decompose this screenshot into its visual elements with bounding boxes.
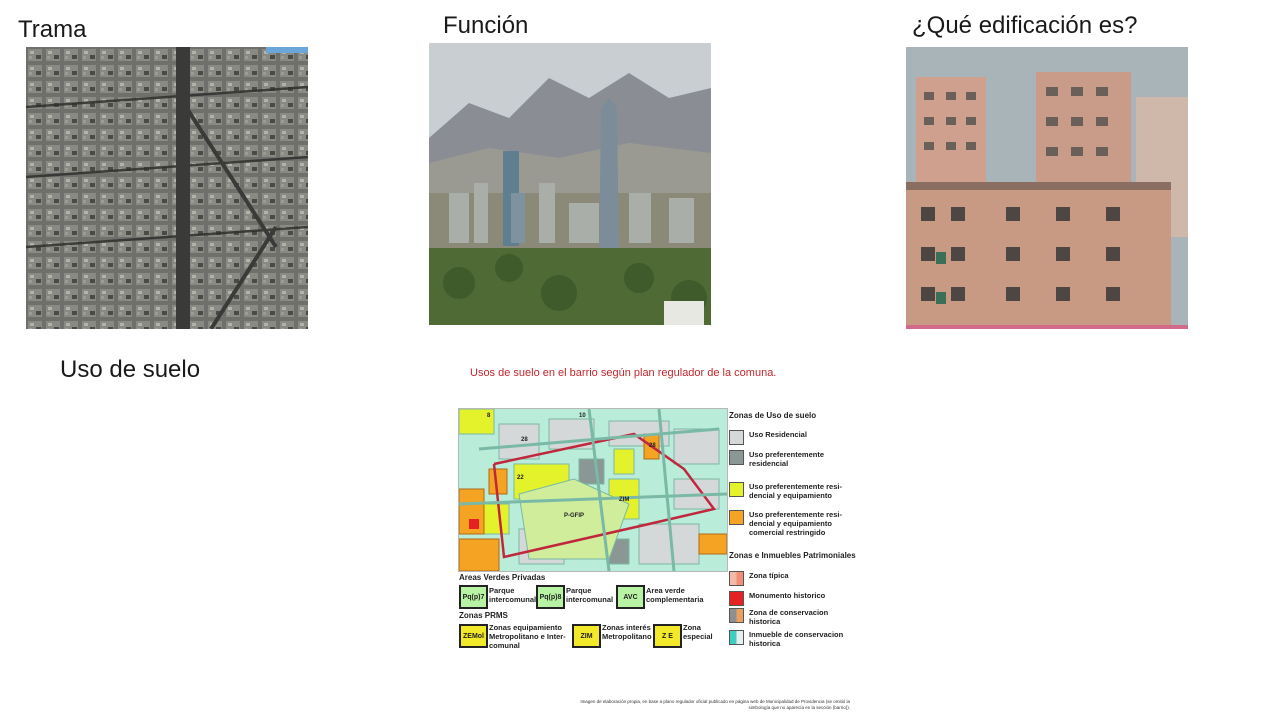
zone-code-zim: ZIM	[572, 624, 601, 648]
heading-trama: Trama	[18, 16, 87, 43]
swatch-residencial	[729, 430, 744, 445]
land-use-map-title: Usos de suelo en el barrio según plan regulador de la comuna.	[470, 367, 777, 379]
land-use-map	[458, 408, 728, 572]
zone-label: Parque intercomunal	[489, 586, 537, 604]
map-label: 28	[521, 437, 528, 443]
swatch-inmueble	[729, 630, 744, 645]
legend-item: Uso preferentemente resi- dencial y equipamiento	[729, 482, 849, 500]
zone-label: Zonas equipamiento Metropolitano e Inter- comunal	[489, 623, 566, 650]
zone-label: Area verde complementaria	[646, 586, 704, 604]
legend-item: Uso preferentemente resi- dencial y equipamiento comercial restringido	[729, 510, 849, 537]
swatch-comercial	[729, 510, 744, 525]
legend-patrimonio-title: Zonas e Inmuebles Patrimoniales	[729, 551, 856, 560]
map-label: 10	[579, 413, 586, 419]
map-caption: Imagen de elaboración propia, en base a plano regulador oficial publicado en página web de Municipalidad de Providencia (se omitió la simbología que no aparecía en la sección (barrio)).	[580, 699, 850, 710]
areas-verdes-title: Areas Verdes Privadas	[459, 573, 546, 582]
legend-item: Zona de conservacion historica	[729, 608, 849, 626]
city-skyline-photo	[429, 43, 711, 325]
map-label: 28	[649, 443, 656, 449]
zone-code-ze: Z E	[653, 624, 682, 648]
swatch-equipamiento	[729, 482, 744, 497]
apartment-building-photo	[906, 47, 1188, 329]
zone-label: Zona especial	[683, 623, 713, 641]
zonas-prms-title: Zonas PRMS	[459, 611, 508, 620]
swatch-pref-residencial	[729, 450, 744, 465]
swatch-zona-tipica	[729, 571, 744, 586]
legend-item: Uso Residencial	[729, 430, 849, 445]
map-label: ZIM	[619, 497, 630, 503]
swatch-conservacion	[729, 608, 744, 623]
aerial-grid-photo	[26, 47, 308, 329]
heading-edificacion: ¿Qué edificación es?	[912, 12, 1138, 39]
heading-uso-de-suelo: Uso de suelo	[60, 356, 201, 383]
zone-code-zemol: ZEMol	[459, 624, 488, 648]
zone-code-pqp7: Pq(p)7	[459, 585, 488, 609]
zone-label: Parque intercomunal	[566, 586, 614, 604]
map-label: 22	[517, 475, 524, 481]
swatch-monumento	[729, 591, 744, 606]
legend-item: Uso preferentemente residencial	[729, 450, 849, 468]
zone-code-avc: AVC	[616, 585, 645, 609]
map-label: 8	[487, 413, 491, 419]
legend-zonas-title: Zonas de Uso de suelo	[729, 411, 817, 420]
zone-label: Zonas interés Metropolitano	[602, 623, 652, 641]
map-label: P-GFIP	[564, 513, 585, 519]
legend-item: Monumento historico	[729, 591, 849, 606]
legend-item: Zona típica	[729, 571, 849, 586]
legend-item: Inmueble de conservacion historica	[729, 630, 849, 648]
heading-funcion: Función	[443, 12, 529, 39]
zone-code-pqp8: Pq(p)8	[536, 585, 565, 609]
